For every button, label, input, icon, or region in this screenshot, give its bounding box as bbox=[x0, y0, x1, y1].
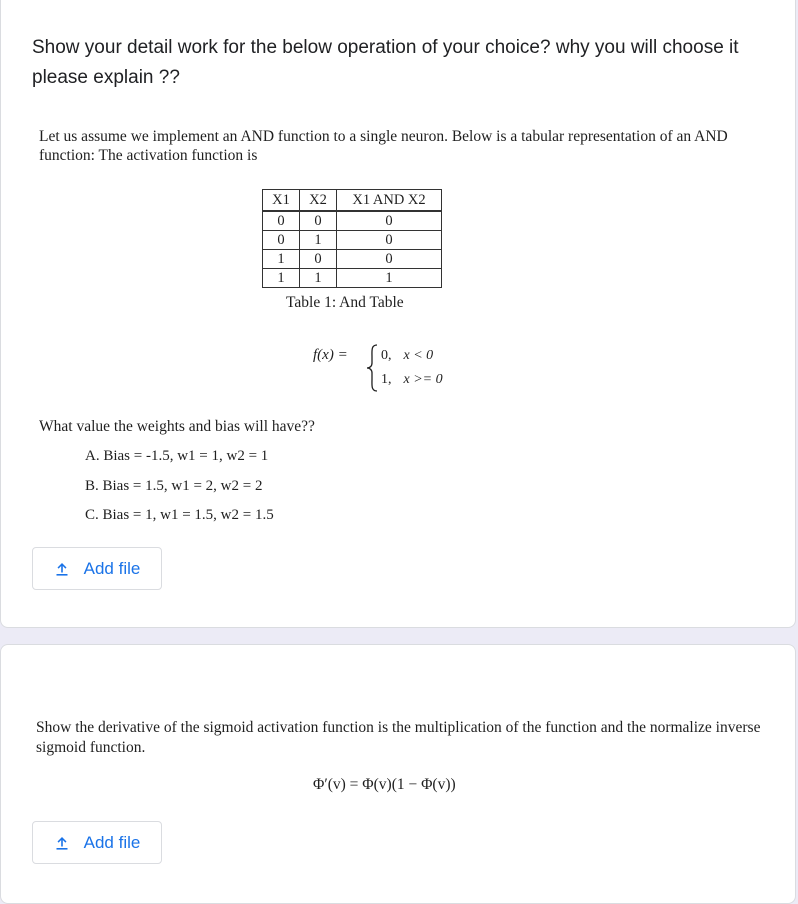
case-1-value: 0, bbox=[381, 348, 392, 363]
add-file-button[interactable] bbox=[32, 821, 162, 864]
upload-icon bbox=[54, 561, 70, 577]
sigmoid-derivative-formula: Φ′(v) = Φ(v)(1 − Φ(v)) bbox=[313, 776, 456, 793]
table-cell: 0 bbox=[337, 231, 442, 250]
question-card-2 bbox=[0, 644, 796, 904]
table-cell: 1 bbox=[300, 269, 337, 288]
case-1-condition: x < 0 bbox=[403, 348, 434, 363]
question-intro: Let us assume we implement an AND function to a single neuron. Below is a tabular representation of an AND function: The activation function is bbox=[39, 128, 728, 164]
option-b: B. Bias = 1.5, w1 = 2, w2 = 2 bbox=[85, 478, 263, 494]
table-row bbox=[263, 211, 442, 231]
table-cell: 1 bbox=[263, 269, 300, 288]
add-file-button[interactable] bbox=[32, 547, 162, 590]
table-caption: Table 1: And Table bbox=[286, 294, 404, 311]
option-c: C. Bias = 1, w1 = 1.5, w2 = 1.5 bbox=[85, 507, 274, 523]
table-cell: 1 bbox=[337, 269, 442, 288]
table-row bbox=[263, 269, 442, 288]
table-header-row bbox=[263, 190, 442, 212]
table-cell: 0 bbox=[300, 250, 337, 269]
upload-icon bbox=[54, 835, 70, 851]
table-header-and: X1 AND X2 bbox=[337, 190, 442, 212]
weights-question: What value the weights and bias will have?? bbox=[39, 418, 315, 435]
table-row bbox=[263, 231, 442, 250]
and-truth-table bbox=[262, 189, 442, 288]
table-cell: 0 bbox=[337, 250, 442, 269]
case-2-value: 1, bbox=[381, 372, 392, 387]
activation-case-1 bbox=[381, 348, 433, 364]
activation-case-2 bbox=[381, 372, 443, 388]
add-file-label: Add file bbox=[83, 558, 141, 578]
table-header-x2: X2 bbox=[300, 190, 337, 212]
case-2-condition: x >= 0 bbox=[403, 372, 443, 387]
table-cell: 0 bbox=[337, 211, 442, 231]
activation-lhs: f(x) = bbox=[313, 347, 348, 363]
table-cell: 0 bbox=[300, 211, 337, 231]
question-2-text: Show the derivative of the sigmoid activation function is the multiplication of the function and the normalize inverse sigmoid function. bbox=[36, 719, 761, 756]
table-header-x1: X1 bbox=[263, 190, 300, 212]
table-row bbox=[263, 250, 442, 269]
add-file-label: Add file bbox=[83, 832, 141, 852]
question-title: Show your detail work for the below operation of your choice? why you will choose it please explain ?? bbox=[32, 37, 739, 88]
left-brace-icon bbox=[365, 343, 379, 393]
table-cell: 0 bbox=[263, 231, 300, 250]
table-cell: 1 bbox=[300, 231, 337, 250]
table-cell: 0 bbox=[263, 211, 300, 231]
option-a: A. Bias = -1.5, w1 = 1, w2 = 1 bbox=[85, 448, 269, 464]
table-cell: 1 bbox=[263, 250, 300, 269]
